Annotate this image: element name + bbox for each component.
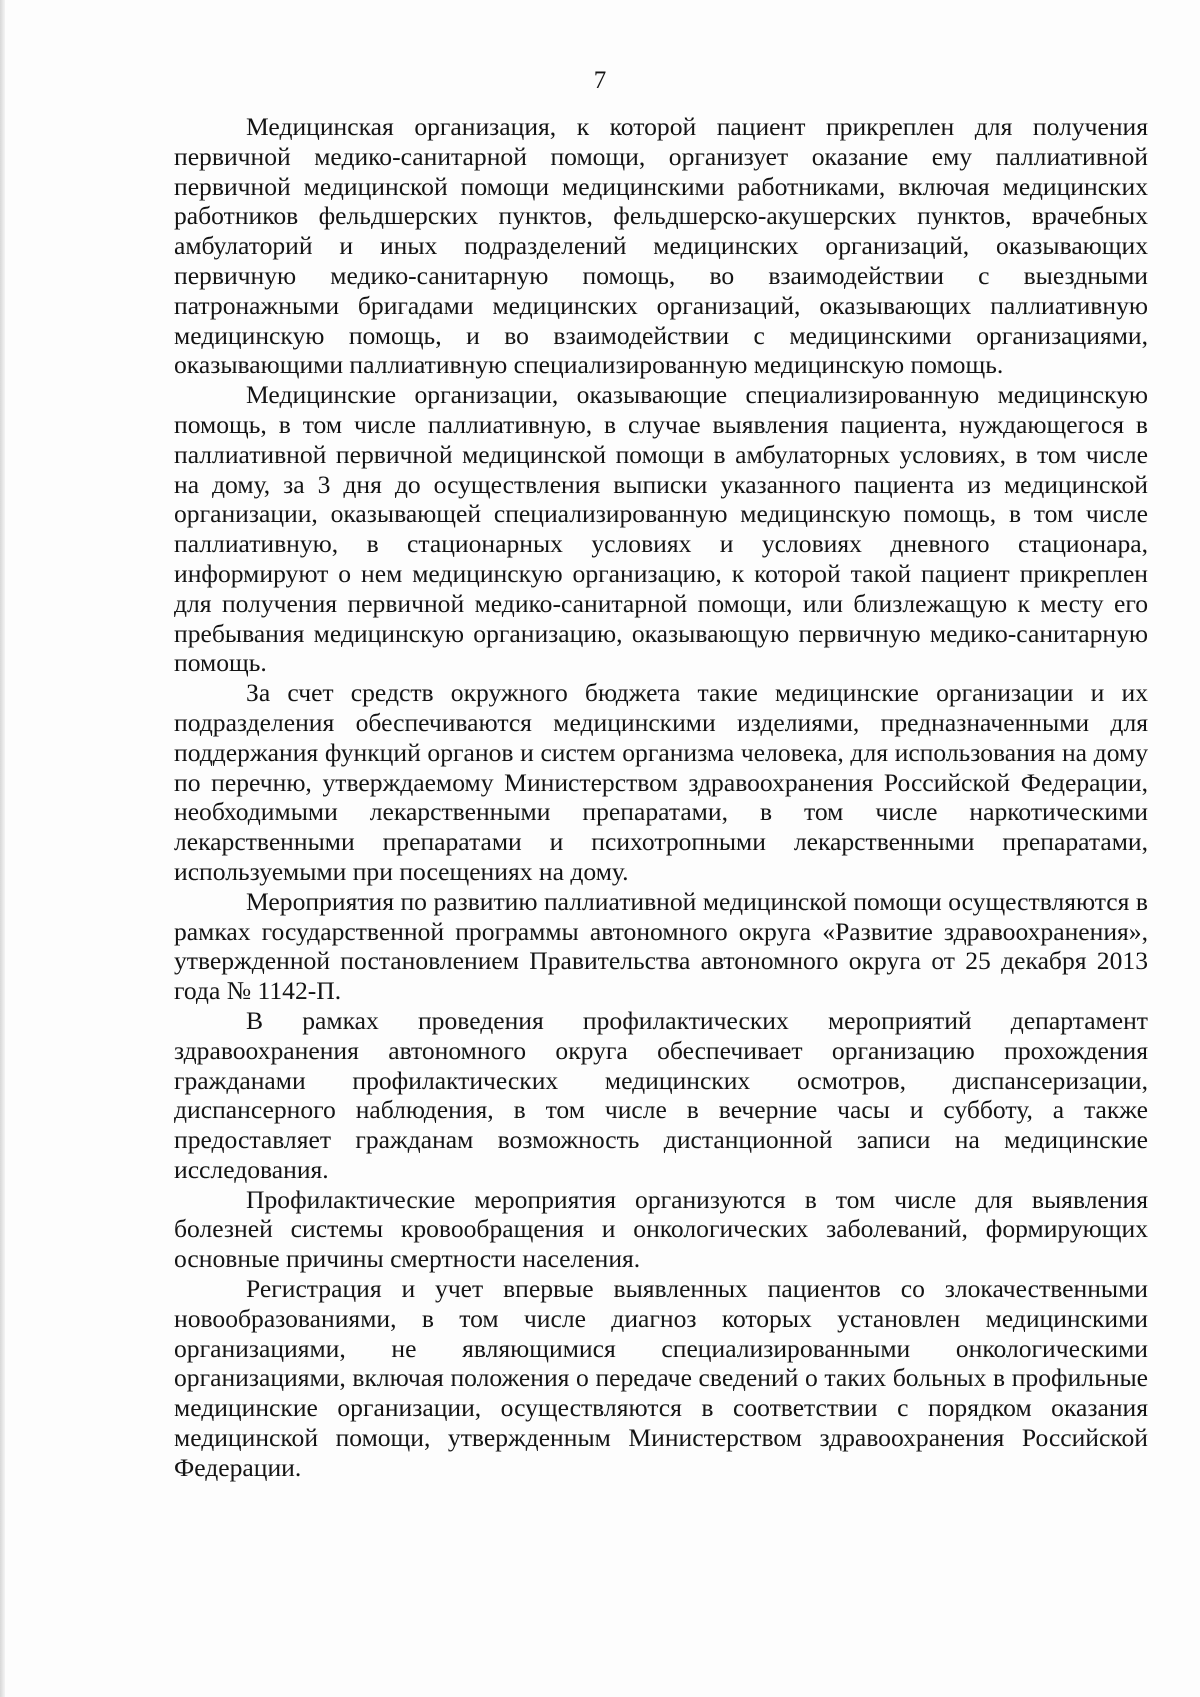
paragraph-preventive-measures: В рамках проведения профилактических мероприятий департамент здравоохранения автономного округа обеспечивает организацию прохождения гражданами профилактических медицинских осмотров, диспансеризации, диспансерного наблюдения, в том числе в вечерние часы и субботу, а также предоставляет гражданам возможность дистанционной записи на медицинские исследования.	[174, 1005, 1148, 1184]
document-body	[174, 112, 1148, 1483]
paragraph-palliative-primary-care: Медицинская организация, к которой пациент прикреплен для получения первичной медико-санитарной помощи, организует оказание ему паллиативной первичной медицинской помощи медицинскими работниками, включая медицинских работников фельдшерских пунктов, фельдшерско-акушерских пунктов, врачебных амбулаторий и иных подразделений медицинских организаций, оказывающих первичную медико-санитарную помощь, во взаимодействии с выездными патронажными бригадами медицинских организаций, оказывающих паллиативную медицинскую помощь, и во взаимодействии с медицинскими организациями, оказывающими паллиативную специализированную медицинскую помощь.	[174, 112, 1148, 380]
page-number: 7	[593, 67, 607, 94]
paragraph-specialized-care-notification: Медицинские организации, оказывающие специализированную медицинскую помощь, в том числе паллиативную, в случае выявления пациента, нуждающегося в паллиативной первичной медицинской помощи в амбулаторных условиях, в том числе на дому, за 3 дня до осуществления выписки указанного пациента из медицинской организации, оказывающей специализированную медицинскую помощь, в том числе паллиативную, в стационарных условиях и условиях дневного стационара, информируют о нем медицинскую организацию, к которой такой пациент прикреплен для получения первичной медико-санитарной помощи, или близлежащую к месту его пребывания медицинскую организацию, оказывающую первичную медико-санитарную помощь.	[174, 380, 1148, 678]
scan-edge-shadow	[0, 0, 5, 1697]
paragraph-budget-funding: За счет средств окружного бюджета такие медицинские организации и их подразделения обеспечиваются медицинскими изделиями, предназначенными для поддержания функций органов и систем организма человека, для использования на дому по перечню, утверждаемому Министерством здравоохранения Российской Федерации, необходимыми лекарственными препаратами, в том числе наркотическими лекарственными препаратами и психотропными лекарственными препаратами, используемыми при посещениях на дому.	[174, 678, 1148, 886]
paragraph-oncology-registration: Регистрация и учет впервые выявленных пациентов со злокачественными новообразованиями, в том числе диагноз которых установлен медицинскими организациями, не являющимися специализированными онкологическими организациями, включая положения о передаче сведений о таких больных в профильные медицинские организации, осуществляются в соответствии с порядком оказания медицинской помощи, утвержденным Министерством здравоохранения Российской Федерации.	[174, 1274, 1148, 1482]
paragraph-state-program: Мероприятия по развитию паллиативной медицинской помощи осуществляются в рамках государственной программы автономного округа «Развитие здравоохранения», утвержденной постановлением Правительства автономного округа от 25 декабря 2013 года № 1142-П.	[174, 886, 1148, 1006]
paragraph-disease-detection: Профилактические мероприятия организуются в том числе для выявления болезней системы кровообращения и онкологических заболеваний, формирующих основные причины смертности населения.	[174, 1184, 1148, 1274]
